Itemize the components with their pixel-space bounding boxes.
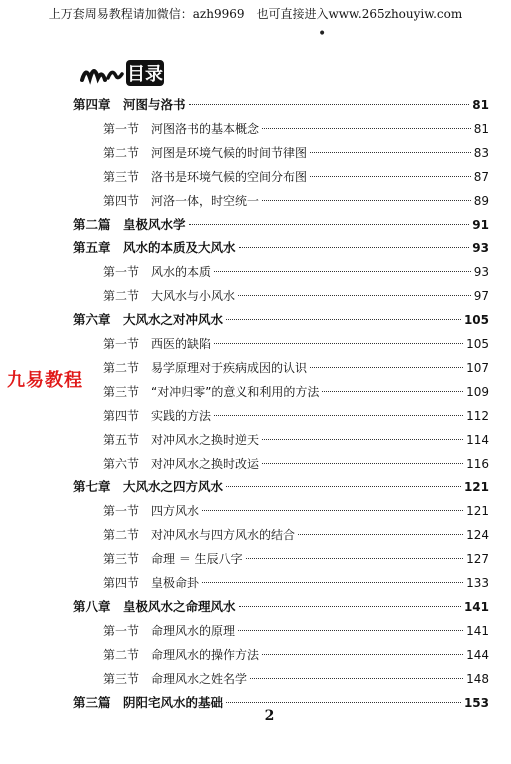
toc-dot-leader [226,702,461,703]
toc-entry-label: 第二篇 皇极风水学 [73,216,186,232]
toc-dot-leader [262,654,463,655]
toc-entry-label: 第二节 对冲风水与四方风水的结合 [103,528,296,543]
toc-dot-leader [262,463,463,464]
toc-dot-leader [262,439,463,440]
header-banner: 上万套周易教程请加微信：azh9969 也可直接进入www.265zhouyiw.com [48,7,463,21]
toc-section-row [103,167,489,187]
toc-section-row [103,549,489,569]
toc-dot-leader [262,128,471,129]
toc-page-number: 121 [466,504,489,519]
toc-page-number: 124 [466,528,489,543]
toc-dot-leader [298,534,463,535]
toc-entry-label: 第六节 对冲风水之换时改运 [103,456,260,471]
toc-page-number: 153 [463,695,489,710]
toc-section-row [103,406,489,426]
toc-section-row [103,525,489,545]
toc-dot-leader [310,152,471,153]
toc-entry-label: 第三节 “对冲归零”的意义和利用的方法 [103,384,320,399]
toc-dot-leader [246,558,463,559]
toc-entry-label: 第一节 河图洛书的基本概念 [103,121,260,136]
toc-entry-label: 第二节 易学原理对于疾病成因的认识 [103,360,308,375]
toc-page-number: 116 [466,456,489,471]
toc-dot-leader [214,271,471,272]
toc-page-number: 144 [466,647,489,662]
toc-entry-label: 第五章 风水的本质及大风水 [73,240,236,256]
toc-section-row [103,119,489,139]
toc-section-row [103,262,489,282]
toc-entry-label: 第二节 河图是环境气候的时间节律图 [103,145,308,160]
toc-section-row [103,454,489,474]
toc-page-number: 93 [473,265,489,280]
toc-entry-label: 第一节 命理风水的原理 [103,623,236,638]
toc-entry-label: 第四节 实践的方法 [103,408,212,423]
toc-page-number: 133 [466,576,489,590]
toc-entry-label: 第二节 命理风水的操作方法 [103,647,260,662]
toc-dot-leader [310,176,471,177]
toc-section-row [103,191,489,211]
toc-section-row [103,573,489,593]
toc-section-row [103,621,489,641]
toc-dot-leader [214,343,463,344]
toc-page-number: 105 [463,313,489,328]
toc-page-number: 141 [463,599,489,614]
toc-page-number: 141 [466,623,489,638]
toc-chapter-row [73,597,489,617]
toc-entry-label: 第四节 河洛一体，时空统一 [103,193,260,208]
toc-page-number: 105 [466,337,489,351]
toc-page-number: 127 [466,552,489,567]
toc-entry-label: 第一节 四方风水 [103,504,200,519]
toc-dot-leader [214,415,463,416]
toc-dot-leader [262,200,471,201]
toc-entry-label: 第八章 皇极风水之命理风水 [73,598,236,614]
toc-entry-label: 第二节 大风水与小风水 [103,289,236,304]
toc-entry-label: 第三节 洛书是环境气候的空间分布图 [103,169,308,184]
toc-section-row [103,501,489,521]
toc-section-row [103,143,489,163]
page-number: 2 [264,708,275,724]
toc-chapter-row [73,477,489,497]
toc-entry-label: 第五节 对冲风水之换时逆天 [103,432,260,447]
toc-entry-label: 第四节 皇极命卦 [103,576,200,590]
toc-entry-label: 第四章 河图与洛书 [73,97,186,112]
toc-section-row [103,669,489,689]
toc-entry-label: 第七章 大风水之四方风水 [73,479,224,495]
toc-entry-label: 第三节 命理 ＝ 生辰八字 [103,552,243,567]
toc-section-row [103,334,489,354]
toc-page-number: 83 [473,145,489,160]
toc-entry-label: 第一节 风水的本质 [103,265,212,280]
toc-dot-leader [189,224,470,225]
toc-section-row [103,645,489,665]
toc-page-number: 89 [473,193,489,208]
toc-chapter-row [73,238,489,258]
toc-entry-label: 第六章 大风水之对冲风水 [73,312,224,328]
toc-page-number: 81 [472,98,489,112]
toc-dot-leader [322,391,463,392]
toc-page-number: 81 [473,121,489,136]
logo-text: 目录 [127,64,163,85]
toc-dot-leader [239,247,470,248]
toc-page-number: 97 [473,289,489,304]
toc-chapter-row [73,215,489,235]
toc-chapter-row [73,310,489,330]
toc-page-number: 112 [466,408,489,423]
toc-dot-leader [239,606,461,607]
toc-page-number: 109 [466,384,489,399]
toc-dot-leader [202,510,463,511]
toc-section-row [103,382,489,402]
toc-page-number: 114 [466,432,489,447]
toc-entry-label: 第一节 西医的缺陷 [103,337,212,351]
toc-dot-leader [189,104,470,105]
watermark: 九易教程 [7,370,83,391]
toc-dot-leader [202,582,463,583]
toc-page-number: 107 [466,360,489,375]
toc-page-number: 148 [466,671,489,686]
toc-page-number: 121 [463,480,489,495]
toc-entry-label: 第三节 命理风水之姓名学 [103,671,248,686]
toc-dot-leader [238,630,463,631]
toc-dot-leader [250,678,463,679]
toc-page-number: 93 [472,241,489,256]
toc-dot-leader [310,367,463,368]
toc-chapter-row [73,95,489,115]
toc-section-row [103,430,489,450]
toc-section-row [103,286,489,306]
toc-dot-leader [226,319,461,320]
toc-entry-label: 第三篇 阴阳宅风水的基础 [73,694,224,710]
toc-page-number: 91 [472,217,489,232]
stray-ink-mark: • [318,26,327,42]
toc-dot-leader [226,486,461,487]
toc-page-number: 87 [473,169,489,184]
toc-dot-leader [238,295,471,296]
toc-section-row [103,358,489,378]
